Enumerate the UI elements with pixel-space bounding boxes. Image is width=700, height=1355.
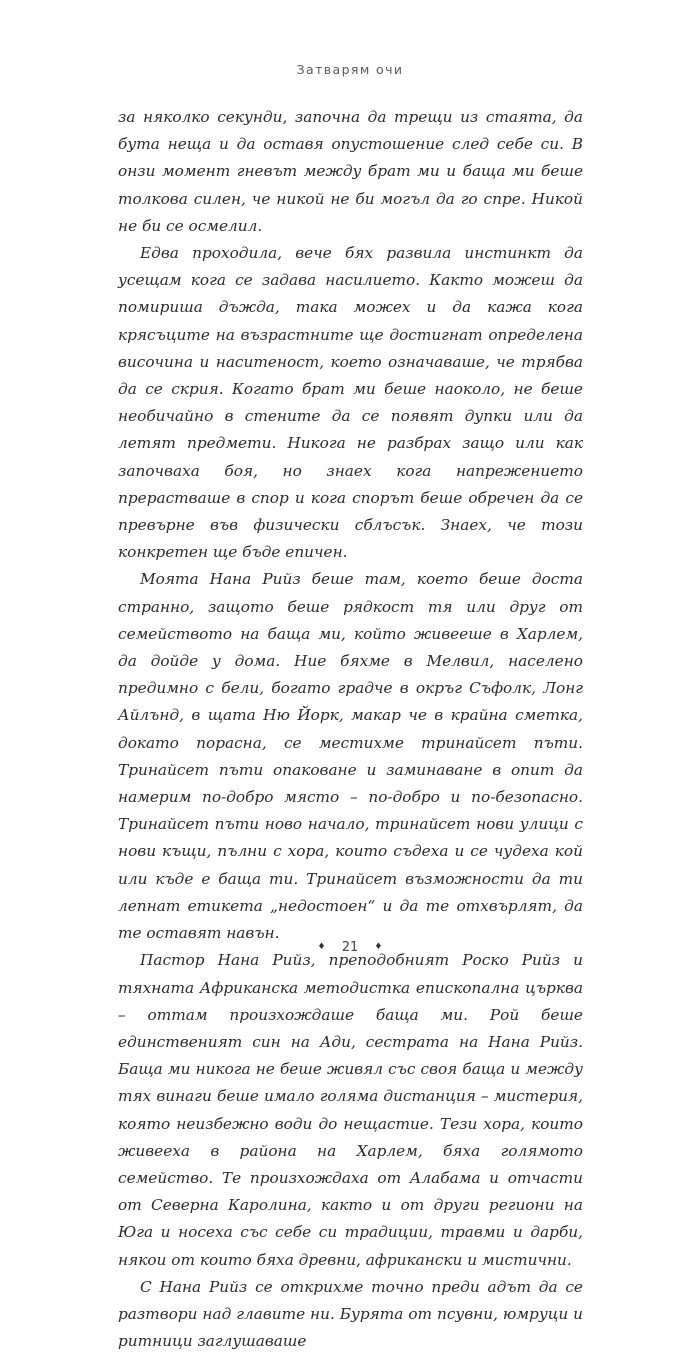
ornament-right-icon: ♦ (374, 942, 383, 952)
page-footer (0, 940, 700, 955)
ornament-left-icon: ♦ (317, 942, 326, 952)
body-text (118, 104, 583, 1355)
paragraph-3: Моята Нана Рийз беше там, което беше доста странно, защото беше рядкост тя или друг от семейството на баща ми, който живееше в Харлем, да дойде у дома. Ние бяхме в Мелвил, населено предимно с бели, богато градче в окръг Съфолк, Лонг Айлънд, в щата Ню Йорк, макар че в крайна сметка, докато порасна, се местихме тринайсет пъти. Тринайсет пъти опаковане и заминаване в опит да намерим по-добро място – по-добро и по-безопасно. Тринайсет пъти ново начало, тринайсет нови улици с нови къщи, пълни с хора, които съдеха и се чудеха кой или къде е баща ти. Тринайсет възможности да ти лепнат етикета „недостоен“ и да те отхвърлят, да те оставят навън. (118, 570, 583, 943)
paragraph-4: Пастор Нана Рийз, преподобният Роско Рийз и тяхната Африканска методистка епископална църква – оттам произхождаше баща ми. Рой беше единственият син на Ади, сестрата на Нана Рийз. Баща ми никога не беше живял със своя баща и между тях винаги беше имало голяма дистанция – мистерия, която неизбежно води до нещастие. Тези хора, които живееха в района на Харлем, бяха голямото семейство. Те произхождаха от Алабама и отчасти от Северна Каролина, както и от други региони на Юга и носеха със себе си традиции, травми и дарби, някои от които бяха древни, африкански и мистични. (118, 951, 583, 1269)
paragraph-1: за няколко секунди, започна да трещи из стаята, да бута неща и да оставя опустошение след себе си. В онзи момент гневът между брат ми и баща ми беше толкова силен, че никой не би могъл да го спре. Никой не би се осмелил. (118, 108, 583, 235)
paragraph-2: Едва проходила, вече бях развила инстинкт да усещам кога се задава насилието. Както можеш да помиришa дъжда, така можех и да кажа кога крясъците на възрастните ще достигнат определена височина и наситеност, което означаваше, че трябва да се скрия. Когато брат ми беше наоколо, не беше необичайно в стените да се появят дупки или да летят предмети. Никога не разбрах защо или как започваха боя, но знаех кога напрежението прерастваше в спор и кога спорът беше обречен да се превърне във физически сблъсък. Знаех, че този конкретен ще бъде епичен. (118, 244, 583, 562)
page-number: 21 (341, 940, 359, 955)
running-title: Затварям очи (296, 62, 404, 77)
paragraph-5: С Нана Рийз се открихме точно преди адът да се разтвори над главите ни. Бурята от псувни, юмруци и ритници заглушаваше (118, 1277, 583, 1351)
